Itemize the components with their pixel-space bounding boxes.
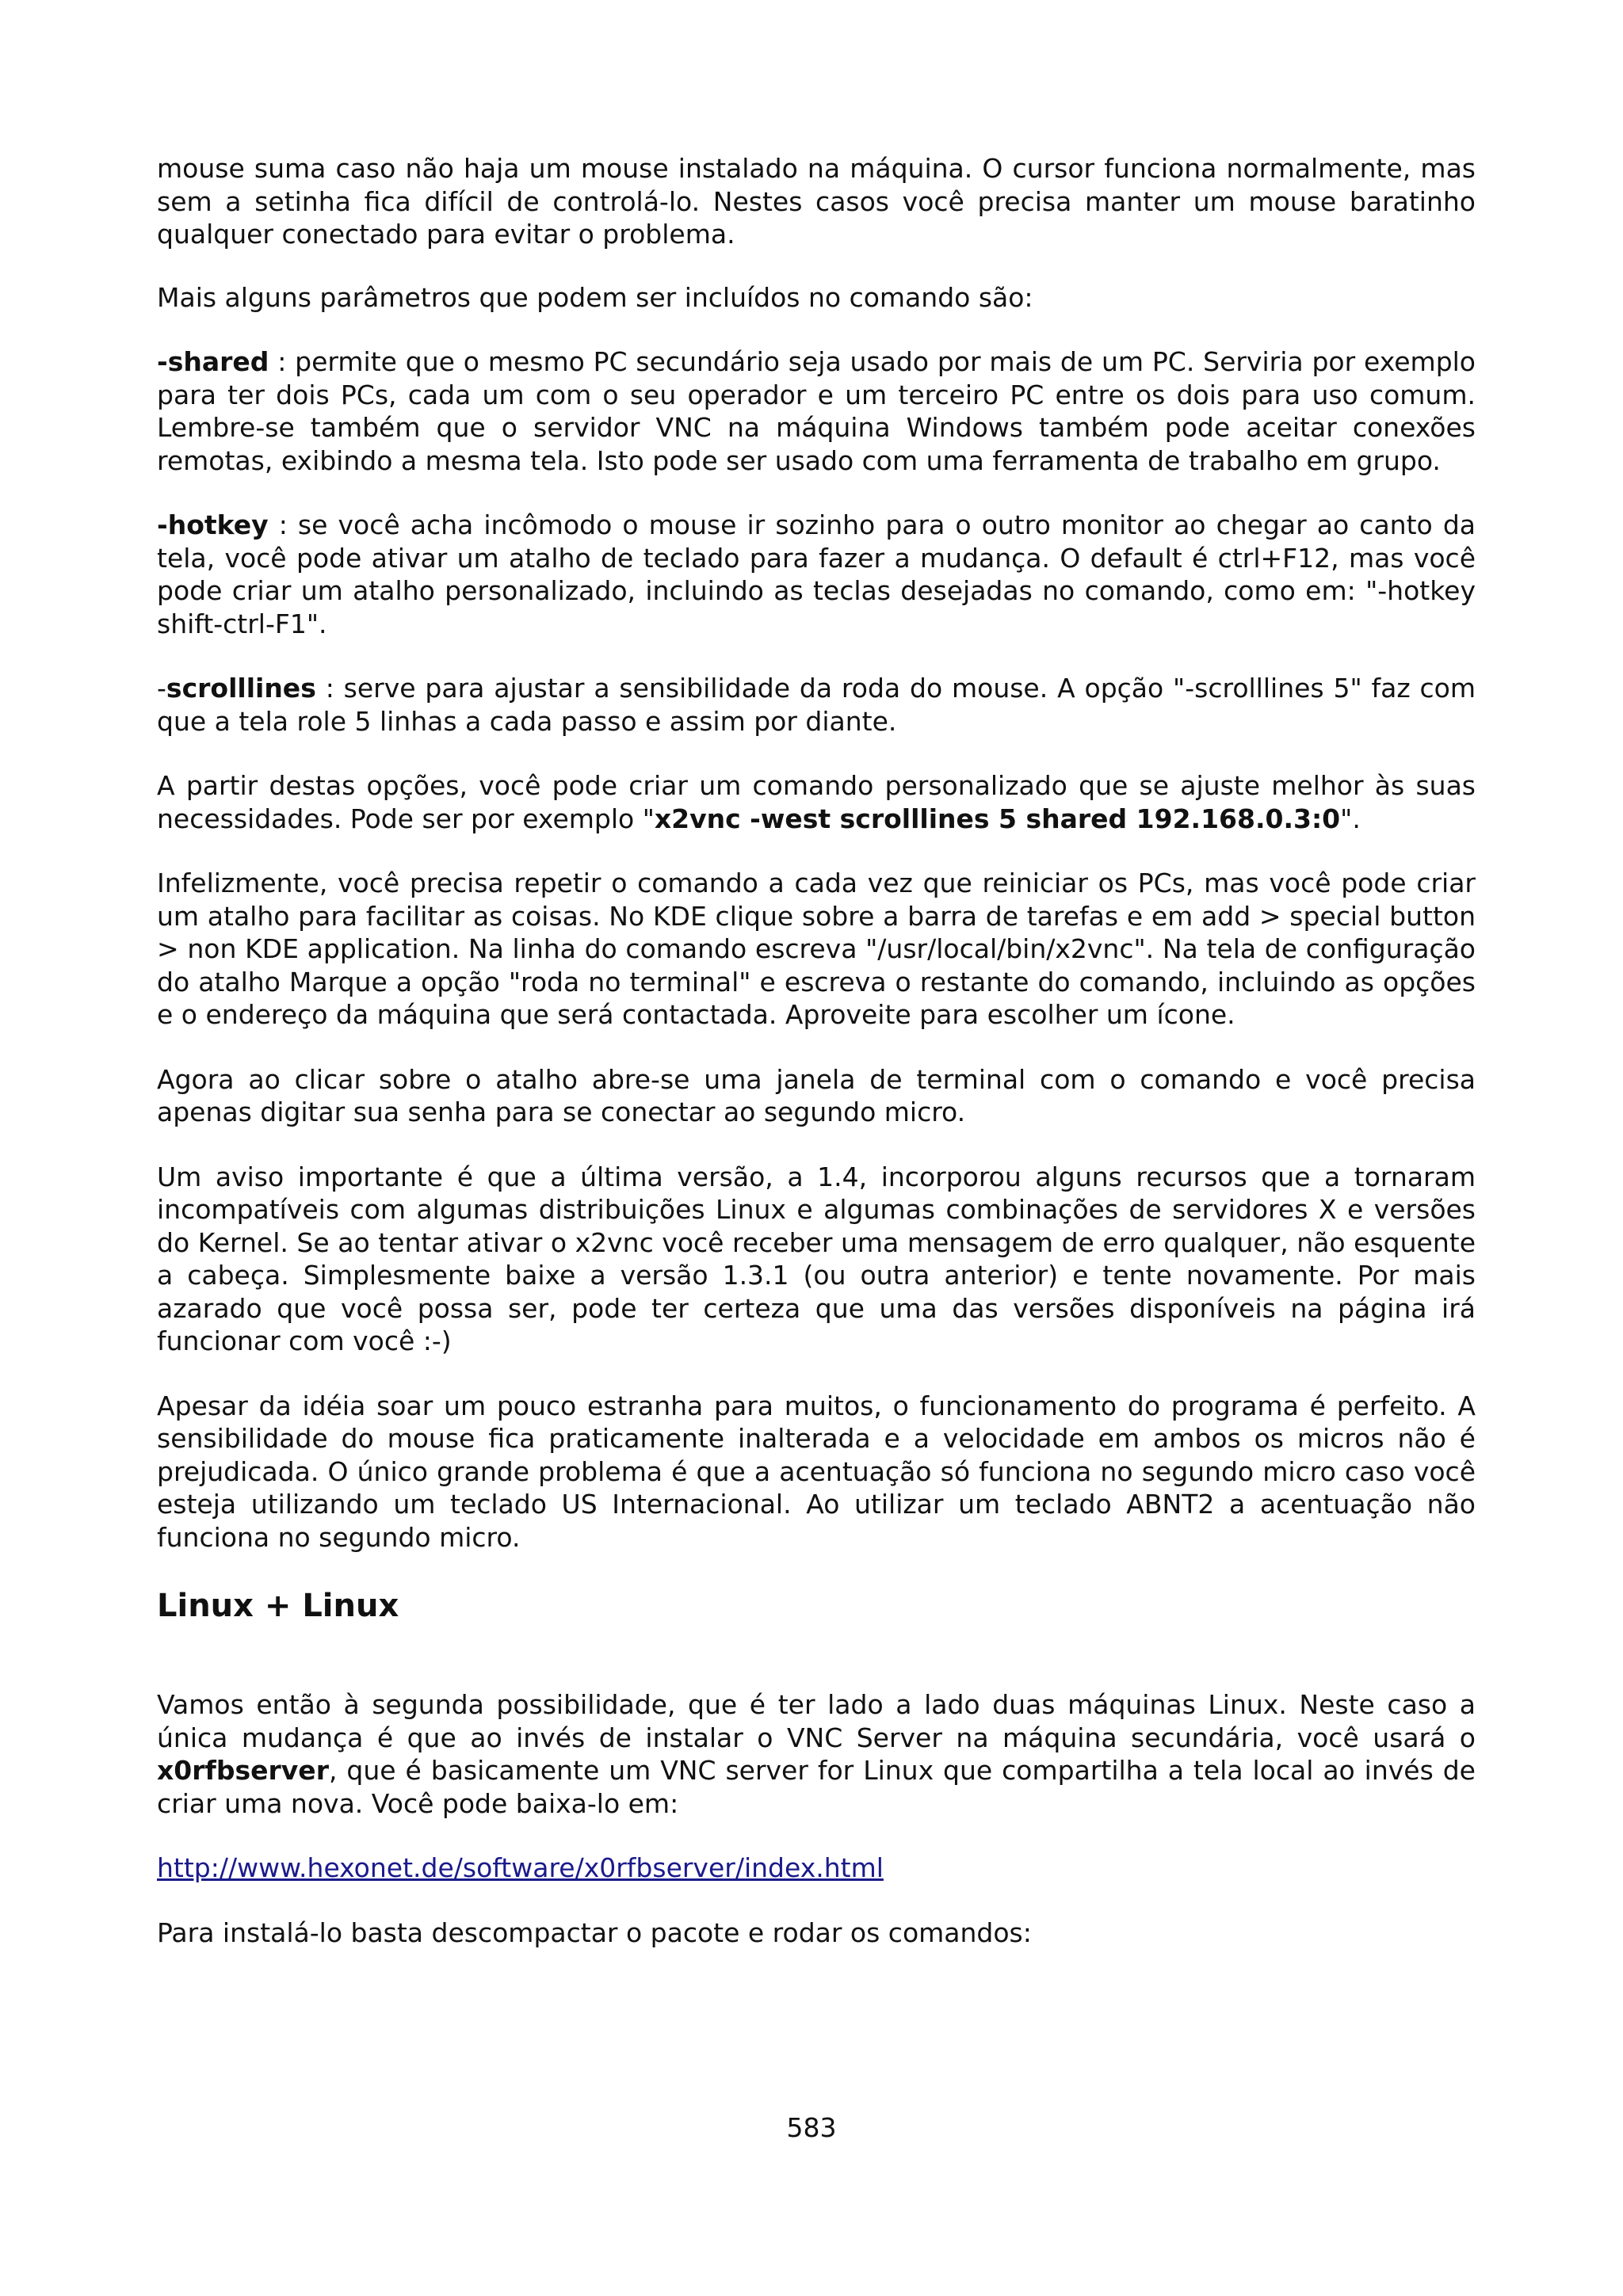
intro-text-before: Vamos então à segunda possibilidade, que é ter lado a lado duas máquinas Linux. Neste caso a única mudança é que ao invés de instalar o VNC Server na máquina secundária, você usará o: [157, 1689, 1476, 1753]
paragraph-mouse-cursor: mouse suma caso não haja um mouse instalado na máquina. O cursor funciona normalmente, mas sem a setinha fica difícil de controlá-lo. Nestes casos você precisa manter um mouse baratinho qualquer conectado para evitar o problema.: [157, 153, 1476, 250]
intro-text-after: , que é basicamente um VNC server for Linux que compartilha a tela local ao invés de criar uma nova. Você pode baixa-lo em:: [157, 1755, 1476, 1819]
option-term-shared: -shared: [157, 346, 269, 377]
paragraph-scrolllines-option: [157, 672, 1476, 738]
section-heading-linux-linux: Linux + Linux: [157, 1588, 399, 1624]
paragraph-x0rfbserver-intro: [157, 1688, 1476, 1820]
paragraph-accent-problem: Apesar da idéia soar um pouco estranha para muitos, o funcionamento do programa é perfeito. A sensibilidade do mouse fica praticamente inalterada e a velocidade em ambos os micros não é prejudicada. O único grande problema é que a acentuação só funciona no segundo micro caso você esteja utilizando um teclado US Internacional. Ao utilizar um teclado ABNT2 a acentuação não funciona no segundo micro.: [157, 1390, 1476, 1553]
paragraph-hotkey-option: [157, 509, 1476, 640]
example-text-before: A partir destas opções, você pode criar um comando personalizado que se ajuste melhor às suas necessidades. Pode ser por exemplo ": [157, 770, 1476, 834]
paragraph-kde-shortcut: Infelizmente, você precisa repetir o comando a cada vez que reiniciar os PCs, mas você pode criar um atalho para facilitar as coisas. No KDE clique sobre a barra de tarefas e em add > special button > non KDE application. Na linha do comando escreva "/usr/local/bin/x2vnc". Na tela de configuração do atalho Marque a opção "roda no terminal" e escreva o restante do comando, incluindo as opções e o endereço da máquina que será contactada. Aproveite para escolher um ícone.: [157, 868, 1476, 1030]
example-command: x2vnc -west scrolllines 5 shared 192.168.0.3:0: [654, 803, 1341, 834]
paragraph-shared-option: [157, 345, 1476, 477]
paragraph-download-link: [157, 1852, 1476, 1885]
term-x0rfbserver: x0rfbserver: [157, 1755, 329, 1786]
paragraph-parameters-intro: Mais alguns parâmetros que podem ser incluídos no comando são:: [157, 281, 1033, 313]
document-page: [157, 152, 1476, 1981]
option-desc-hotkey: : se você acha incômodo o mouse ir sozinho para o outro monitor ao chegar ao canto da tela, você pode ativar um atalho de teclado para fazer a mudança. O default é ctrl+F12, mas você pode criar um atalho personalizado, incluindo as teclas desejadas no comando, como em: "-hotkey shift-ctrl-F1".: [157, 509, 1476, 639]
option-desc-shared: : permite que o mesmo PC secundário seja usado por mais de um PC. Serviria por exemplo para ter dois PCs, cada um com o seu operador e um terceiro PC entre os dois para uso comum. Lembre-se também que o servidor VNC na máquina Windows também pode aceitar conexões remotas, exibindo a mesma tela. Isto pode ser usado com uma ferramenta de trabalho em grupo.: [157, 346, 1476, 476]
paragraph-terminal-window: Agora ao clicar sobre o atalho abre-se uma janela de terminal com o comando e você precisa apenas digitar sua senha para se conectar ao segundo micro.: [157, 1063, 1476, 1127]
paragraph-version-warning: Um aviso importante é que a última versão, a 1.4, incorporou alguns recursos que a tornaram incompatíveis com algumas distribuições Linux e algumas combinações de servidores X e versões do Kernel. Se ao tentar ativar o x2vnc você receber uma mensagem de erro qualquer, não esquente a cabeça. Simplesmente baixe a versão 1.3.1 (ou outra anterior) e tente novamente. Por mais azarado que você possa ser, pode ter certeza que uma das versões disponíveis na página irá funcionar com você :-): [157, 1161, 1476, 1356]
page-number: 583: [786, 2112, 837, 2143]
paragraph-command-example: [157, 769, 1476, 835]
option-desc-scrolllines: : serve para ajustar a sensibilidade da roda do mouse. A opção "-scrolllines 5" faz com que a tela role 5 linhas a cada passo e assim por diante.: [157, 673, 1476, 737]
option-term-hotkey: -hotkey: [157, 509, 269, 540]
option-dash-scrolllines: -: [157, 673, 166, 704]
example-text-after: ".: [1340, 803, 1361, 834]
x0rfbserver-download-link[interactable]: http://www.hexonet.de/software/x0rfbserver/index.html: [157, 1852, 884, 1883]
option-term-scrolllines: scrolllines: [166, 673, 316, 704]
paragraph-install-instructions: Para instalá-lo basta descompactar o pacote e rodar os comandos:: [157, 1917, 1032, 1948]
